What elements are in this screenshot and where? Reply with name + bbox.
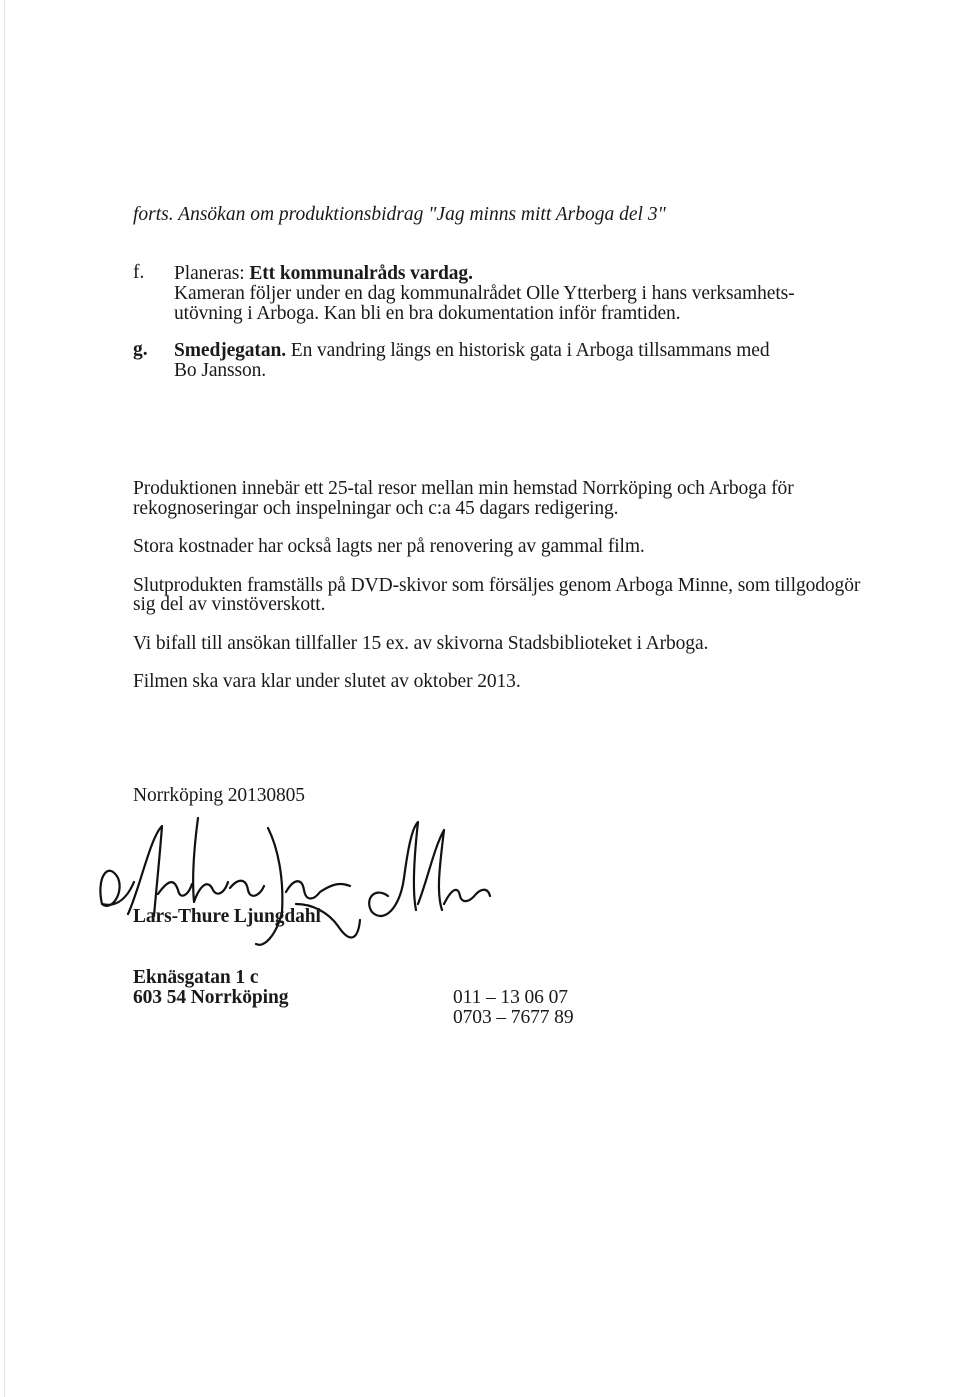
paragraph-1-line-2: rekognoseringar och inspelningar och c:a 45 dagars redigering. [133,498,619,519]
scan-edge [4,0,5,1397]
item-f-marker: f. [133,262,145,283]
paragraph-3-line-1: Slutprodukten framställs på DVD-skivor som försäljes genom Arboga Minne, som tillgodogör [133,575,861,596]
item-g-rest: En vandring längs en historisk gata i Arboga tillsammans med [286,340,770,361]
item-g-title: Smedjegatan. [174,340,287,361]
item-g-line-1: Bo Jansson. [174,360,267,381]
address-postal: 603 54 Norrköping [133,987,289,1008]
item-g-marker: g. [133,339,148,360]
phone-landline: 011 – 13 06 07 [453,987,568,1008]
item-f-title: Ett kommunalråds vardag. [249,263,473,284]
signer-name: Lars-Thure Ljungdahl [133,906,321,927]
item-f-line-2: utövning i Arboga. Kan bli en bra dokumentation inför framtiden. [174,303,681,324]
item-f-line-1: Kameran följer under en dag kommunalrådet Olle Ytterberg i hans verksamhets- [174,283,795,304]
document-heading: forts. Ansökan om produktionsbidrag "Jag minns mitt Arboga del 3" [133,204,666,225]
paragraph-4: Vi bifall till ansökan tillfaller 15 ex. av skivorna Stadsbiblioteket i Arboga. [133,633,709,654]
phone-mobile: 0703 – 7677 89 [453,1007,574,1028]
paragraph-5: Filmen ska vara klar under slutet av oktober 2013. [133,671,521,692]
handwritten-signature [88,808,528,958]
paragraph-3-line-2: sig del av vinstöverskott. [133,594,326,615]
paragraph-1-line-1: Produktionen innebär ett 25-tal resor mellan min hemstad Norrköping och Arboga för [133,478,794,499]
paragraph-2: Stora kostnader har också lagts ner på renovering av gammal film. [133,536,645,557]
address-street: Eknäsgatan 1 c [133,967,259,988]
place-date: Norrköping 20130805 [133,785,305,806]
item-f-lead: Planeras: [174,263,250,284]
